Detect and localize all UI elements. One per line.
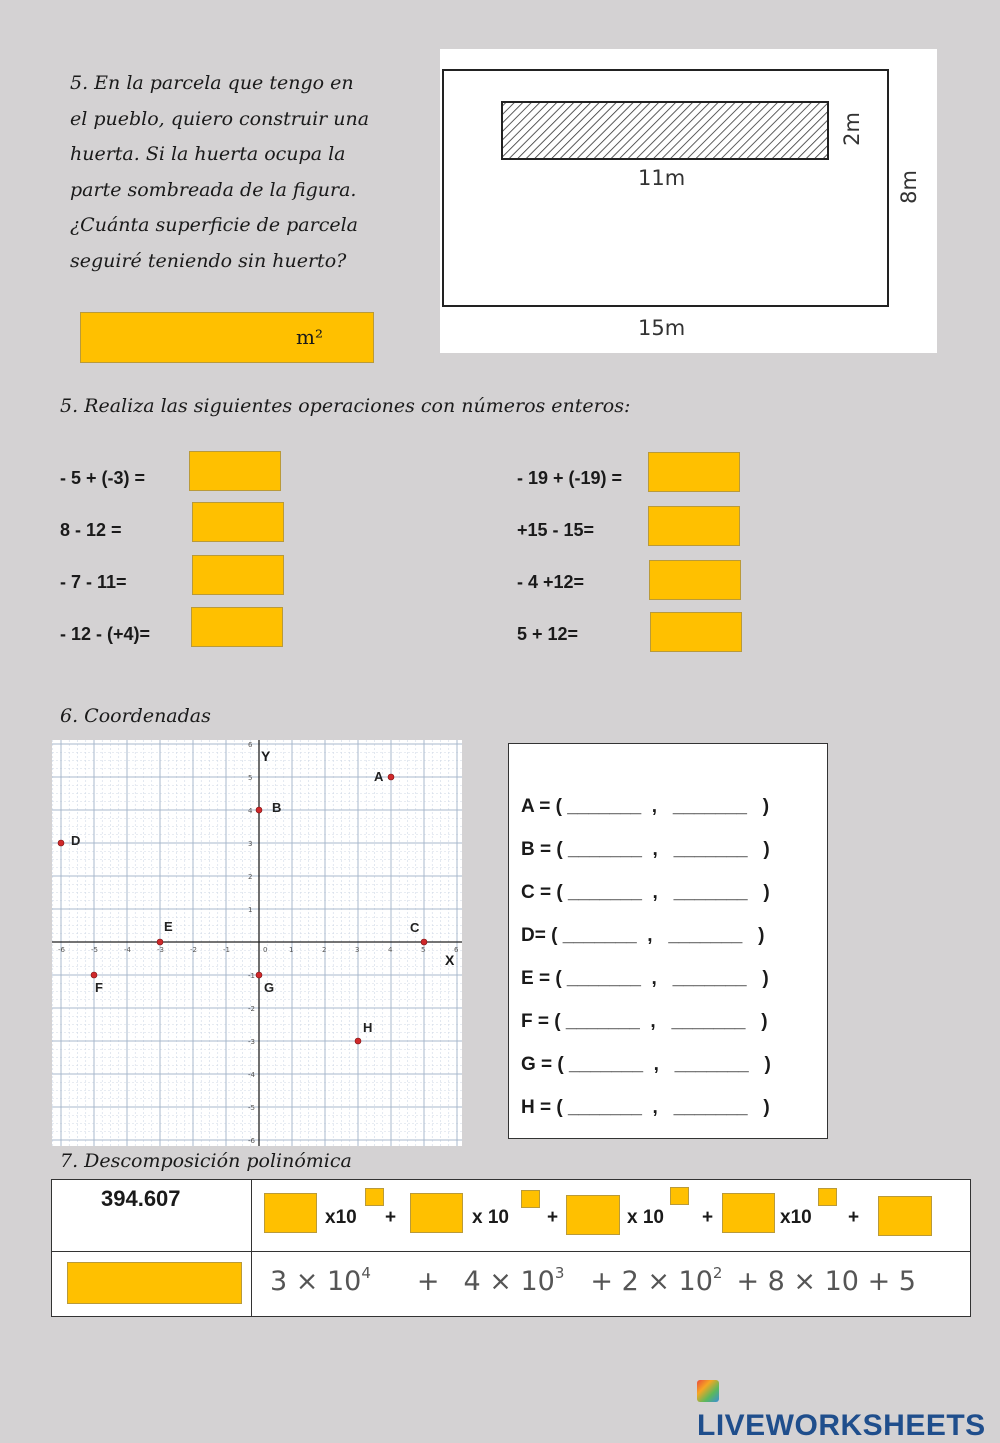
op-left-answer-2[interactable] — [192, 502, 284, 542]
q5a-line: parte sombreada de la figura. — [70, 178, 357, 201]
point-d — [58, 840, 64, 846]
exp-3: 2 — [712, 1264, 723, 1282]
op-right-answer-4[interactable] — [650, 612, 742, 652]
coef-box-5[interactable] — [878, 1196, 932, 1236]
y-tick-label: -5 — [248, 1104, 255, 1112]
op-right-4: 5 + 12= — [517, 624, 579, 644]
point-h — [355, 1038, 361, 1044]
coordinate-grid — [52, 740, 462, 1146]
q5b-title: 5. Realiza las siguientes operaciones con números enteros: — [60, 395, 631, 417]
y-tick-label: 5 — [248, 774, 253, 782]
term-4: + 8 × 10 + 5 — [736, 1266, 916, 1297]
x-tick-label: -1 — [223, 946, 230, 954]
q5a-text — [70, 66, 369, 279]
op-right-2: +15 - 15= — [517, 520, 595, 540]
plot-figure-svg — [440, 49, 937, 353]
coord-answer-a[interactable]: A = ( _______ , _______ ) — [521, 796, 770, 817]
q7-title: 7. Descomposición polinómica — [60, 1150, 352, 1172]
point-c — [421, 939, 427, 945]
x-tick-label: -6 — [58, 946, 65, 954]
plus-1: + — [416, 1266, 440, 1297]
polynomial-table — [51, 1179, 971, 1317]
y-tick-label: 4 — [248, 807, 253, 815]
q6-title: 6. Coordenadas — [60, 705, 211, 727]
op-plus-4: + — [848, 1207, 860, 1228]
x-tick-label: -5 — [91, 946, 98, 954]
op-left-1: - 5 + (-3) = — [60, 468, 146, 488]
math-expression-cell — [252, 1252, 971, 1317]
point-label-h: H — [363, 1020, 373, 1035]
x-tick-label: -3 — [157, 946, 164, 954]
coord-answer-g[interactable]: G = ( _______ , _______ ) — [521, 1054, 771, 1075]
x-tick-label: -2 — [190, 946, 197, 954]
y-tick-label: 1 — [248, 906, 253, 914]
coef-box-3[interactable] — [566, 1195, 620, 1235]
op-times-2: x 10 — [472, 1207, 509, 1228]
op-left-answer-3[interactable] — [192, 555, 284, 595]
point-label-e: E — [164, 919, 173, 934]
point-label-g: G — [264, 980, 275, 995]
axis-y-label: Y — [261, 748, 271, 764]
op-right-answer-1[interactable] — [648, 452, 740, 492]
y-tick-label: -3 — [248, 1038, 255, 1046]
polynomial-expression — [270, 1264, 916, 1297]
q5a-answer-box[interactable] — [80, 312, 374, 363]
plot-figure — [440, 49, 937, 353]
coef-box-2[interactable] — [410, 1193, 463, 1233]
coord-answer-d[interactable]: D= ( _______ , _______ ) — [521, 925, 765, 946]
point-g — [256, 972, 262, 978]
op-left-answer-1[interactable] — [189, 451, 281, 491]
point-b — [256, 807, 262, 813]
point-e — [157, 939, 163, 945]
op-right-1: - 19 + (-19) = — [517, 468, 623, 488]
coord-answer-e[interactable]: E = ( _______ , _______ ) — [521, 968, 769, 989]
y-tick-label: -6 — [248, 1137, 255, 1145]
exp-box-3[interactable] — [670, 1187, 689, 1205]
point-label-c: C — [410, 920, 420, 935]
answer-number-cell — [52, 1252, 252, 1317]
inner-height-label: 2m — [839, 112, 864, 146]
q5a-unit: m² — [296, 325, 323, 349]
exp-box-2[interactable] — [521, 1190, 540, 1208]
y-tick-label: 3 — [248, 840, 253, 848]
point-label-b: B — [272, 800, 282, 815]
q5a-line: 5. En la parcela que tengo en — [70, 72, 354, 94]
brand-text: LIVEWORKSHEETS — [697, 1409, 986, 1442]
x-tick-label: 5 — [421, 946, 426, 954]
op-plus-1: + — [385, 1207, 397, 1228]
point-label-f: F — [95, 980, 103, 995]
y-tick-label: -1 — [248, 972, 255, 980]
term-3: + 2 × 10 — [590, 1266, 713, 1297]
coef-box-4[interactable] — [722, 1193, 775, 1233]
op-times-3: x 10 — [627, 1207, 664, 1228]
axis-x-label: X — [445, 952, 455, 968]
exp-2: 3 — [554, 1264, 565, 1282]
op-times-4: x10 — [780, 1207, 812, 1228]
number-cell — [52, 1180, 252, 1252]
op-left-4: - 12 - (+4)= — [60, 624, 151, 644]
exp-box-1[interactable] — [365, 1188, 384, 1206]
y-tick-label: -2 — [248, 1005, 255, 1013]
outer-width-label: 15m — [638, 316, 686, 340]
op-plus-3: + — [702, 1207, 714, 1228]
coord-answer-b[interactable]: B = ( _______ , _______ ) — [521, 839, 770, 860]
q5a-line: ¿Cuánta superficie de parcela — [70, 214, 358, 236]
x-tick-label: 2 — [322, 946, 327, 954]
logo-icon — [697, 1380, 719, 1402]
point-label-d: D — [71, 833, 81, 848]
exp-box-4[interactable] — [818, 1188, 837, 1206]
number-value: 394.607 — [101, 1186, 181, 1211]
coef-box-1[interactable] — [264, 1193, 317, 1233]
decomposition-cell — [252, 1180, 971, 1252]
op-right-3: - 4 +12= — [517, 572, 585, 592]
op-right-answer-3[interactable] — [649, 560, 741, 600]
op-left-answer-4[interactable] — [191, 607, 283, 647]
op-times-1: x10 — [325, 1207, 357, 1228]
y-tick-label: 6 — [248, 741, 253, 749]
coord-answer-h[interactable]: H = ( _______ , _______ ) — [521, 1097, 770, 1118]
y-tick-label: 2 — [248, 873, 253, 881]
x-tick-label: -4 — [124, 946, 131, 954]
x-tick-label: 6 — [454, 946, 459, 954]
x-tick-label: 3 — [355, 946, 360, 954]
x-tick-label: 1 — [289, 946, 294, 954]
y-tick-label: -4 — [248, 1071, 255, 1079]
term-2: 4 × 10 — [463, 1266, 555, 1297]
x-tick-label: 4 — [388, 946, 393, 954]
coordinate-grid-svg — [52, 740, 462, 1146]
q5a-line: huerta. Si la huerta ocupa la — [70, 143, 346, 165]
exp-1: 4 — [361, 1264, 371, 1282]
point-a — [388, 774, 394, 780]
coord-answer-c[interactable]: C = ( _______ , _______ ) — [521, 882, 770, 903]
liveworksheets-logo — [697, 1375, 1000, 1443]
coordinates-answer-panel — [508, 743, 828, 1139]
op-plus-2: + — [547, 1207, 559, 1228]
point-label-a: A — [374, 769, 384, 784]
op-left-2: 8 - 12 = — [60, 520, 122, 540]
coord-answer-f[interactable]: F = ( _______ , _______ ) — [521, 1011, 768, 1032]
q5a-line: el pueblo, quiero construir una — [70, 107, 370, 130]
outer-height-label: 8m — [896, 170, 921, 204]
q5a-line: seguiré teniendo sin huerto? — [70, 249, 347, 272]
term-1: 3 × 10 — [270, 1266, 362, 1297]
op-left-3: - 7 - 11= — [60, 572, 127, 592]
garden-hatched-rect — [502, 102, 828, 159]
inner-width-label: 11m — [638, 166, 686, 190]
point-f — [91, 972, 97, 978]
number-answer-box[interactable] — [67, 1262, 242, 1304]
x-tick-label: 0 — [263, 946, 268, 954]
op-right-answer-2[interactable] — [648, 506, 740, 546]
